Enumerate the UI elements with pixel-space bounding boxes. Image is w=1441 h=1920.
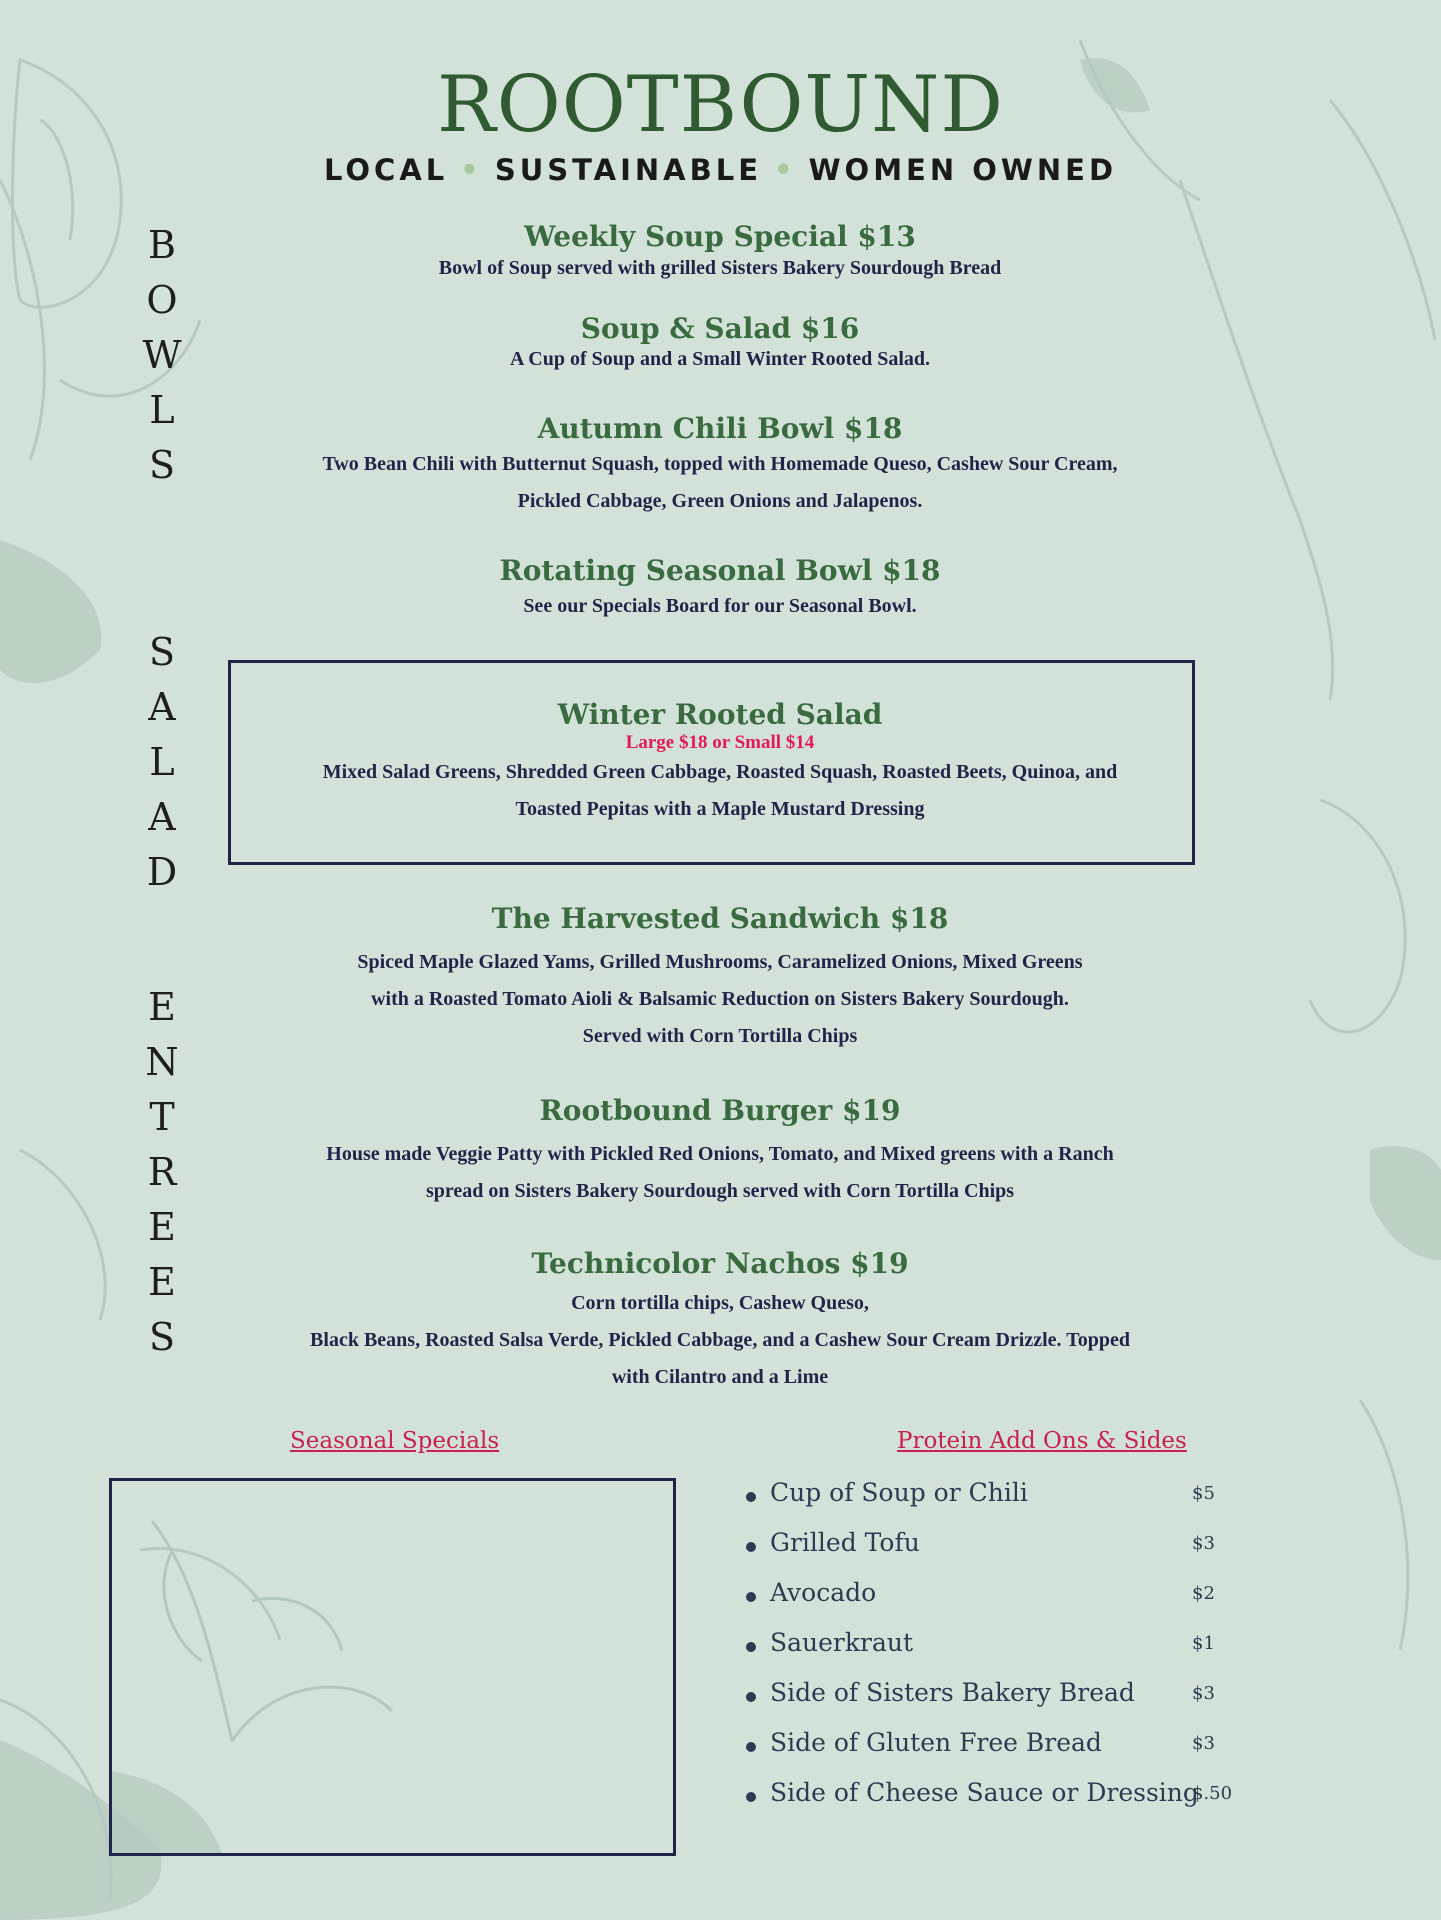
menu-item-soup-salad xyxy=(230,312,1210,372)
item-description: Toasted Pepitas with a Maple Mustard Dressing xyxy=(515,798,925,820)
bullet-icon xyxy=(746,1692,756,1702)
item-title: Weekly Soup Special $13 xyxy=(524,220,916,253)
item-title: Technicolor Nachos $19 xyxy=(531,1247,909,1280)
tagline-local: LOCAL xyxy=(323,153,449,187)
addon-name: Sauerkraut xyxy=(770,1628,914,1657)
item-description: Two Bean Chili with Butternut Squash, topped with Homemade Queso, Cashew Sour Cream, xyxy=(322,453,1118,475)
addon-price: $.50 xyxy=(1192,1783,1233,1804)
bullet-icon xyxy=(746,1792,756,1802)
item-description: spread on Sisters Bakery Sourdough served with Corn Tortilla Chips xyxy=(425,1180,1015,1202)
addon-name: Side of Cheese Sauce or Dressing xyxy=(770,1778,1199,1807)
item-title: Rotating Seasonal Bowl $18 xyxy=(499,554,941,587)
item-description: Served with Corn Tortilla Chips xyxy=(582,1025,858,1047)
tagline-dot: • xyxy=(774,153,797,187)
side-letter: S xyxy=(148,630,176,674)
side-letter: S xyxy=(148,1315,176,1359)
bullet-icon xyxy=(746,1592,756,1602)
menu-item-burger xyxy=(230,1094,1210,1210)
bullet-icon xyxy=(746,1742,756,1752)
menu-item-chili-bowl xyxy=(230,412,1210,520)
bullet-icon xyxy=(746,1642,756,1652)
list-item xyxy=(740,1670,1260,1720)
addon-price: $1 xyxy=(1192,1633,1215,1654)
item-title: Soup & Salad $16 xyxy=(580,312,860,345)
tagline xyxy=(0,153,1441,187)
side-letter: A xyxy=(148,795,176,839)
menu-item-winter-salad xyxy=(230,698,1210,828)
tagline-women-owned: WOMEN OWNED xyxy=(808,153,1118,187)
menu-item-soup-special xyxy=(230,220,1210,282)
side-letter: E xyxy=(148,1205,176,1249)
item-description: Pickled Cabbage, Green Onions and Jalapenos. xyxy=(517,490,923,512)
item-description: Mixed Salad Greens, Shredded Green Cabbage, Roasted Squash, Roasted Beets, Quinoa, and xyxy=(322,761,1118,783)
seasonal-specials-heading: Seasonal Specials xyxy=(290,1428,500,1454)
item-description: House made Veggie Patty with Pickled Red Onions, Tomato, and Mixed greens with a Ranch xyxy=(326,1143,1114,1165)
side-letter: S xyxy=(148,443,176,487)
addon-price: $3 xyxy=(1192,1733,1215,1754)
item-price-note: Large $18 or Small $14 xyxy=(625,732,815,753)
addon-price: $3 xyxy=(1192,1533,1215,1554)
side-letter: N xyxy=(145,1040,179,1084)
item-title: Autumn Chili Bowl $18 xyxy=(537,412,903,445)
bullet-icon xyxy=(746,1542,756,1552)
menu-item-sandwich xyxy=(230,902,1210,1055)
bullet-icon xyxy=(746,1492,756,1502)
restaurant-title: ROOTBOUND xyxy=(437,60,1004,150)
addons-list xyxy=(740,1470,1260,1820)
item-title: The Harvested Sandwich $18 xyxy=(491,902,949,935)
addon-name: Cup of Soup or Chili xyxy=(770,1478,1028,1507)
side-letter: A xyxy=(148,685,176,729)
list-item xyxy=(740,1470,1260,1520)
list-item xyxy=(740,1770,1260,1820)
addon-name: Side of Sisters Bakery Bread xyxy=(770,1678,1135,1707)
item-description: Spiced Maple Glazed Yams, Grilled Mushrooms, Caramelized Onions, Mixed Greens xyxy=(357,951,1083,973)
side-label-bowls xyxy=(140,218,184,493)
side-letter: E xyxy=(148,985,176,1029)
side-letter: W xyxy=(142,333,182,377)
item-description: with a Roasted Tomato Aioli & Balsamic Reduction on Sisters Bakery Sourdough. xyxy=(371,988,1069,1010)
menu-item-seasonal-bowl xyxy=(230,554,1210,625)
item-description: with Cilantro and a Lime xyxy=(611,1366,829,1388)
tagline-sustainable: SUSTAINABLE xyxy=(494,153,763,187)
item-description: Corn tortilla chips, Cashew Queso, xyxy=(571,1292,869,1314)
addon-name: Grilled Tofu xyxy=(770,1528,920,1557)
list-item xyxy=(740,1620,1260,1670)
side-label-salad xyxy=(140,625,184,900)
item-title: Rootbound Burger $19 xyxy=(539,1094,901,1127)
addon-name: Side of Gluten Free Bread xyxy=(770,1728,1102,1757)
addon-price: $2 xyxy=(1192,1583,1215,1604)
leaf-sketch-icon xyxy=(112,1481,673,1853)
addon-name: Avocado xyxy=(770,1578,877,1607)
addon-price: $3 xyxy=(1192,1683,1215,1704)
menu-item-nachos xyxy=(230,1247,1210,1396)
side-letter: T xyxy=(149,1095,175,1139)
tagline-dot: • xyxy=(460,153,483,187)
side-label-entrees xyxy=(140,980,184,1365)
side-letter: O xyxy=(146,278,178,322)
side-letter: L xyxy=(149,388,175,432)
list-item xyxy=(740,1570,1260,1620)
side-letter: D xyxy=(146,850,178,894)
seasonal-specials-box xyxy=(109,1478,676,1856)
side-letter: B xyxy=(148,223,176,267)
item-description: Black Beans, Roasted Salsa Verde, Pickled Cabbage, and a Cashew Sour Cream Drizzle. Topped xyxy=(310,1329,1130,1351)
side-letter: E xyxy=(148,1260,176,1304)
list-item xyxy=(740,1720,1260,1770)
item-description: A Cup of Soup and a Small Winter Rooted Salad. xyxy=(509,348,931,370)
item-title: Winter Rooted Salad xyxy=(557,698,883,731)
list-item xyxy=(740,1520,1260,1570)
side-letter: L xyxy=(149,740,175,784)
addons-heading: Protein Add Ons & Sides xyxy=(897,1428,1187,1454)
item-description: Bowl of Soup served with grilled Sisters Bakery Sourdough Bread xyxy=(438,257,1002,279)
item-description: See our Specials Board for our Seasonal Bowl. xyxy=(523,595,917,617)
addon-price: $5 xyxy=(1192,1483,1215,1504)
side-letter: R xyxy=(147,1150,177,1194)
